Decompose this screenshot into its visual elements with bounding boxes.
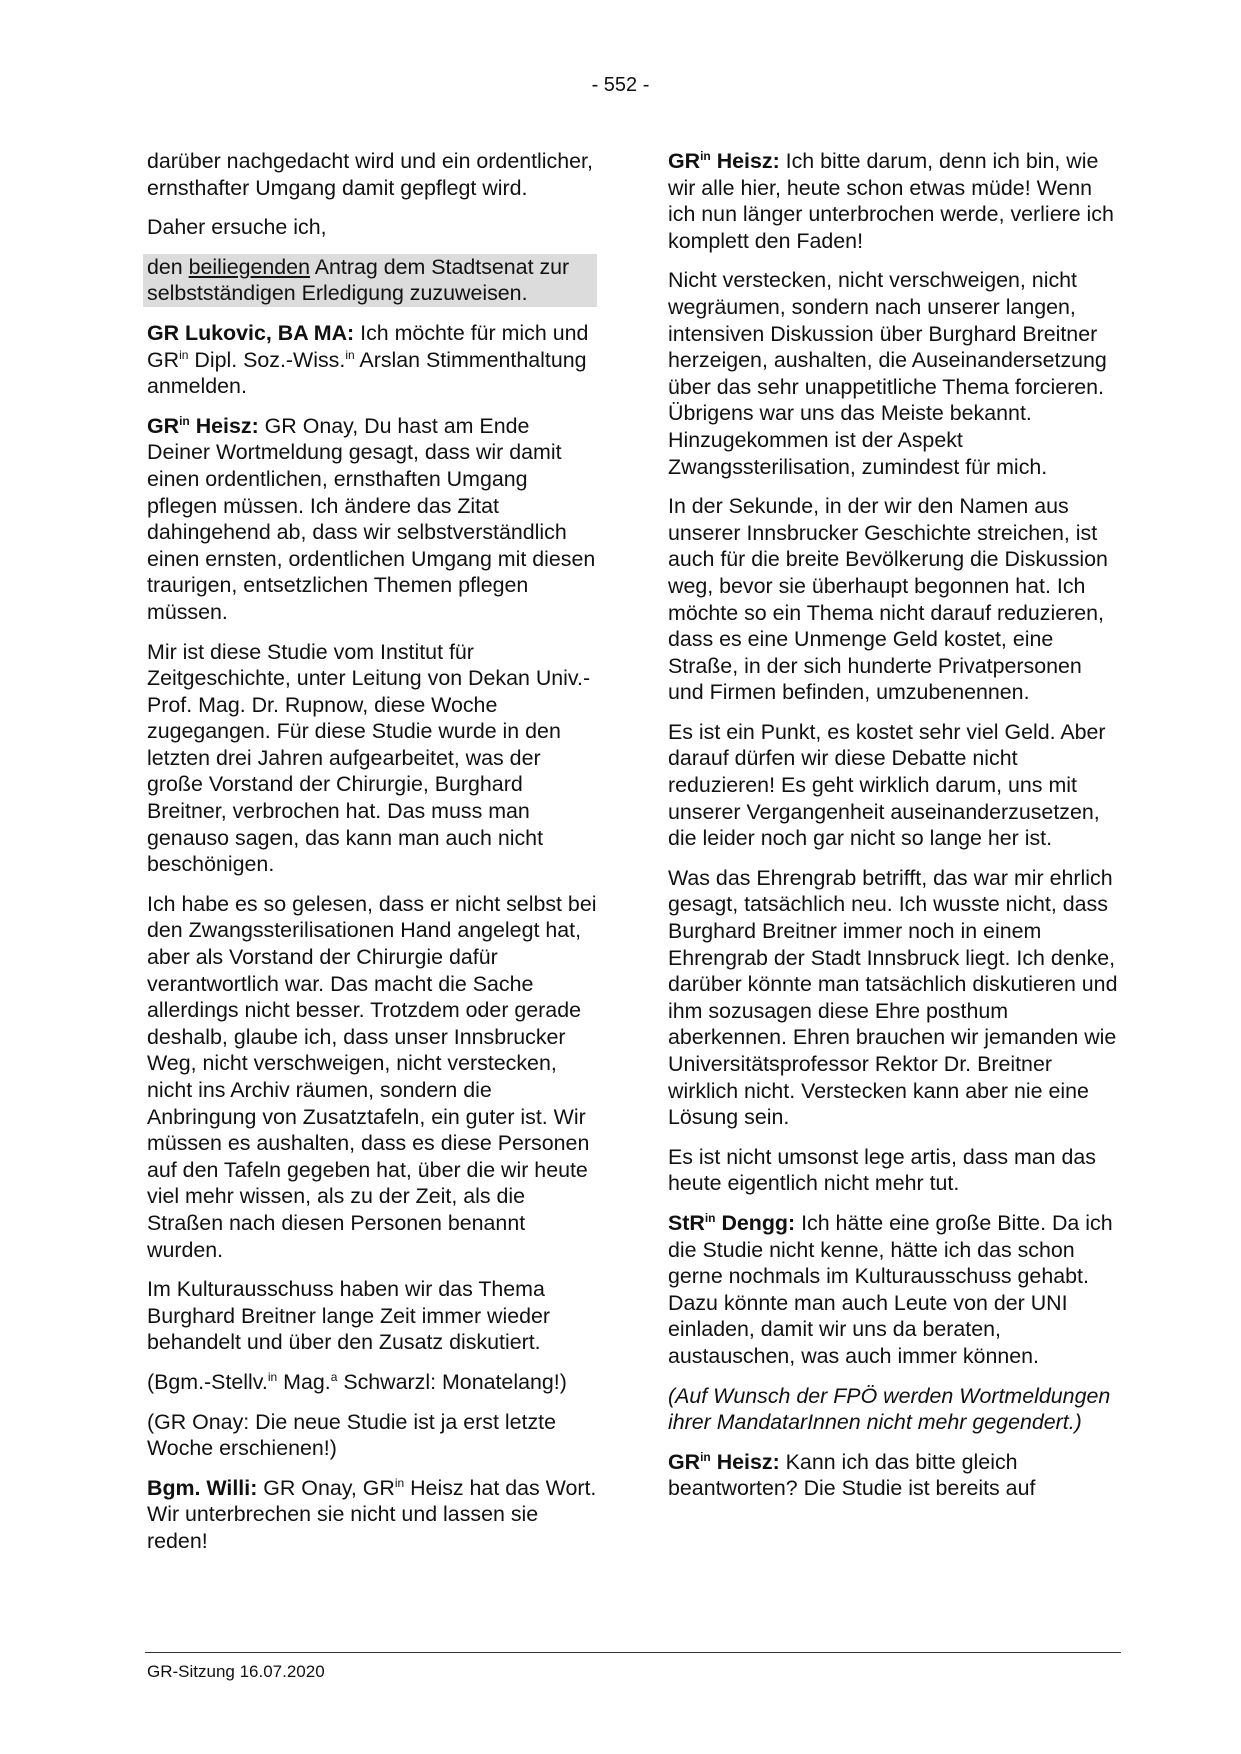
speaker-name: StR$^{in}$ Dengg: (668, 1210, 796, 1235)
speaker-name: $GR^{in}$ Heisz: (668, 1449, 780, 1474)
speaker-name: Bgm. Willi: (147, 1475, 258, 1500)
paragraph: Was das Ehrengrab betrifft, das war mir ehrlich gesagt, tatsächlich neu. Ich wusste nicht, dass Burghard Breitner immer noch in einem Ehrengrab der Stadt Innsbruck liegt. Ich denke, darüber könnte man tatsächlich diskutieren und ihm sozusagen diese Ehre posthum aberkennen. Ehren brauchen wir jemanden wie Universitätsprofessor Rektor Dr. Breitner wirklich nicht. Verstecken kann aber nie eine Lösung sein. (668, 865, 1118, 1130)
speech-paragraph: StR$^{in}$ Dengg: Ich hätte eine große Bitte. Da ich die Studie nicht kenne, hätte ich das schon gerne nochmals im Kulturausschuss gehabt. Dazu könnte man auch Leute von der UNI einladen, damit wir uns da beraten, austauschen, was auch immer können. (668, 1210, 1113, 1368)
interjection: (Bgm.-Stellv.$^{in}$ Mag.$^a$ Schwarzl: Monatelang!) (147, 1369, 567, 1394)
paragraph: Es ist nicht umsonst lege artis, dass man das heute eigentlich nicht mehr tut. (668, 1144, 1097, 1196)
speech-paragraph: GR Lukovic, BA MA: Ich möchte für mich und $GR^{in}$ Dipl. Soz.-Wiss.$^{in}$ Arslan Stimmenthaltung anmelden. (147, 320, 589, 399)
paragraph: Es ist ein Punkt, es kostet sehr viel Geld. Aber darauf dürfen wir diese Debatte nicht reduzieren! Es geht wirklich darum, uns mit unserer Vergangenheit auseinanderzusetzen, die leider noch gar nicht so lange her ist. (668, 719, 1106, 851)
paragraph: Im Kulturausschuss haben wir das Thema Burghard Breitner lange Zeit immer wieder behandelt und über den Zusatz diskutiert. (147, 1277, 551, 1355)
paragraph: Nicht verstecken, nicht verschweigen, nicht wegräumen, sondern nach unserer langen, intensiven Diskussion über Burghard Breitner herzeigen, aushalten, die Auseinandersetzung über das sehr unappetitliche Thema forcieren. Übrigens war uns das Meiste bekannt. Hinzugekommen ist der Aspekt Zwangssterilisation, zumindest für mich. (668, 268, 1107, 479)
paragraph: In der Sekunde, in der wir den Namen aus unserer Innsbrucker Geschichte streichen, ist auch für die breite Bevölkerung die Diskussion weg, bevor sie überhaupt begonnen hat. Ich möchte so ein Thema nicht darauf reduzieren, dass es eine Unmenge Geld kostet, eine Straße, in der sich hunderte Privatpersonen und Firmen befinden, umzubenennen. (668, 494, 1108, 705)
speech-paragraph: Bgm. Willi: GR Onay, $GR^{in}$ Heisz hat das Wort. Wir unterbrechen sie nicht und lassen sie reden! (147, 1475, 597, 1553)
motion-paragraph (147, 254, 597, 307)
speaker-name: $GR^{in}$ Heisz: (147, 413, 259, 438)
highlighted-motion: den beiliegenden Antrag dem Stadtsenat zur selbstständigen Erledigung zuzuweisen. (143, 254, 597, 307)
paragraph: Mir ist diese Studie vom Institut für Zeitgeschichte, unter Leitung von Dekan Univ.-Prof. Mag. Dr. Rupnow, diese Woche zugegangen. Für diese Studie wurde in den letzten drei Jahren aufgearbeitet, was der große Vorstand der Chirurgie, Burghard Breitner, verbrochen hat. Das muss man genauso sagen, das kann man auch nicht beschönigen. (147, 639, 591, 877)
speech-paragraph: $GR^{in}$ Heisz: GR Onay, Du hast am Ende Deiner Wortmeldung gesagt, dass wir damit einen ordentlichen, ernsthaften Umgang pflegen müssen. Ich ändere das Zitat dahingehend ab, dass wir selbstverständlich einen ernsten, ordentlichen Umgang mit diesen traurigen, entsetzlichen Themen pflegen müssen. (147, 413, 596, 624)
italic-note: (Auf Wunsch der FPÖ werden Wortmeldungen ihrer MandatarInnen nicht mehr gegendert.) (668, 1383, 1111, 1435)
paragraph: Daher ersuche ich, (147, 215, 327, 240)
speech-paragraph: $GR^{in}$ Heisz: Ich bitte darum, denn ich bin, wie wir alle hier, heute schon etwas müde! Wenn ich nun länger unterbrochen werde, verliere ich komplett den Faden! (668, 149, 1114, 253)
speech-paragraph: $GR^{in}$ Heisz: Kann ich das bitte gleich beantworten? Die Studie ist bereits auf (668, 1449, 1036, 1501)
footer-session-date: GR-Sitzung 16.07.2020 (147, 1662, 325, 1681)
right-column (668, 148, 1118, 1515)
footer-divider (145, 1652, 1121, 1653)
speaker-name: $GR^{in}$ Heisz: (668, 149, 780, 173)
paragraph: Ich habe es so gelesen, dass er nicht selbst bei den Zwangssterilisationen Hand angelegt hat, aber als Vorstand der Chirurgie dafür verantwortlich war. Das macht die Sache allerdings nicht besser. Trotzdem oder gerade deshalb, glaube ich, dass unser Innsbrucker Weg, nicht verschweigen, nicht verstecken, nicht ins Archiv räumen, sondern die Anbringung von Zusatztafeln, ein guter ist. Wir müssen es aushalten, dass es diese Personen auf den Tafeln gegeben hat, über die wir heute viel mehr wissen, als zu der Zeit, als die Straßen nach diesen Personen benannt wurden. (147, 891, 597, 1262)
underlined-word: beiliegenden (188, 254, 310, 279)
paragraph: darüber nachgedacht wird und ein ordentlicher, ernsthafter Umgang damit gepflegt wird. (147, 149, 593, 200)
interjection: (GR Onay: Die neue Studie ist ja erst letzte Woche erschienen!) (147, 1409, 556, 1461)
left-column (147, 148, 597, 1568)
page-number: - 552 - (591, 74, 650, 96)
speaker-name: GR Lukovic, BA MA: (147, 320, 355, 345)
